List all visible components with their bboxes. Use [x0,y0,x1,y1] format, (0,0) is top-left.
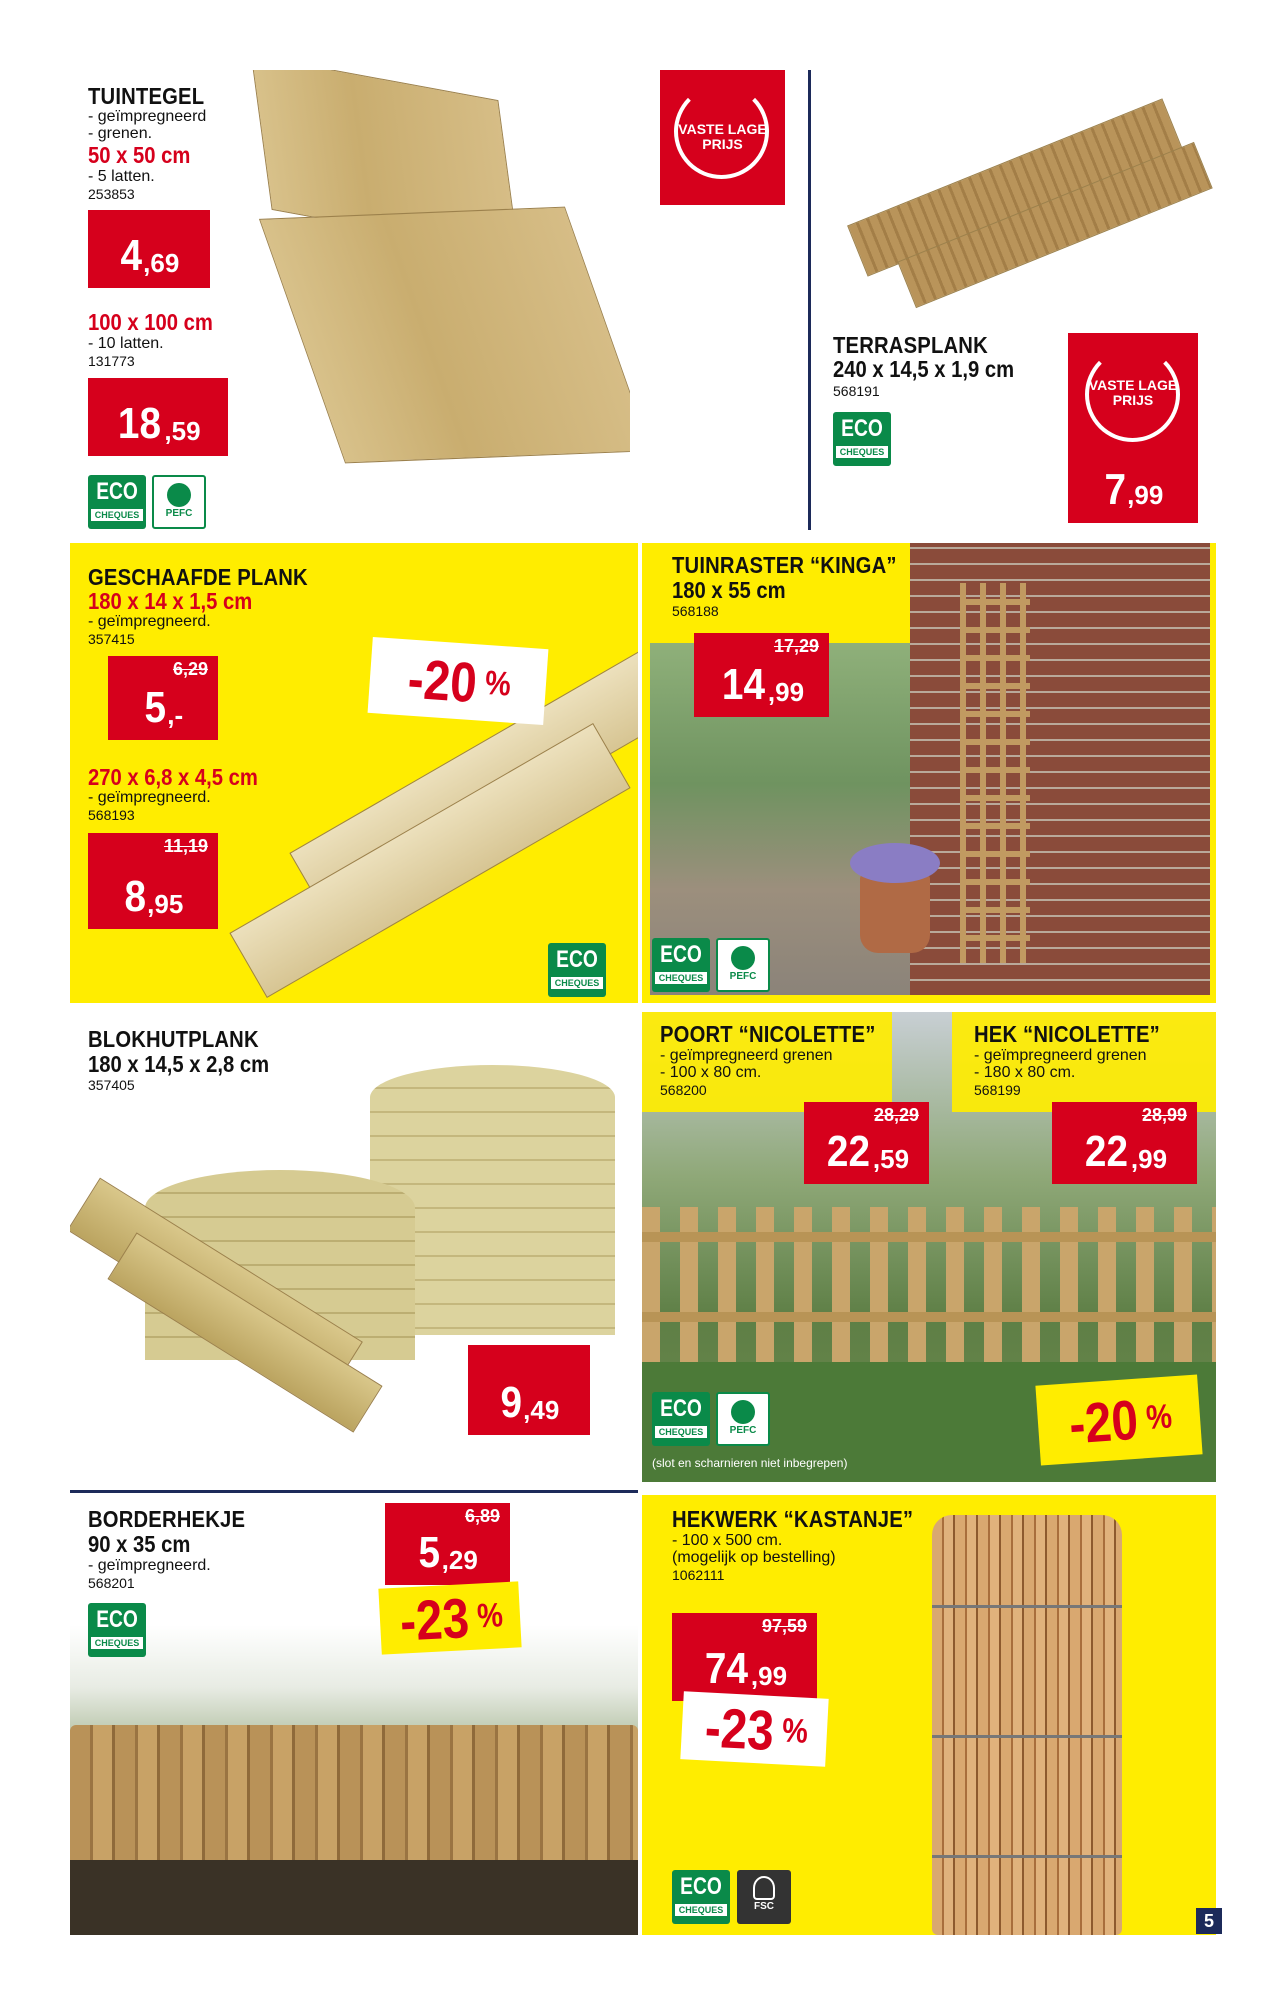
blokhut-price: 9 ,49 [468,1345,590,1435]
tuintegel-size-1: 50 x 50 cm [88,142,191,168]
eco-cheques-icon: ECO CHEQUES [652,938,710,992]
geschaafde-price-1: 6,29 5 ,- [108,656,218,740]
eco-cheques-icon: ECO CHEQUES [833,412,891,466]
tuintegel-title: TUINTEGEL [88,83,205,109]
pefc-icon: PEFC [716,938,770,992]
hekwerk-section [642,1495,1216,1935]
hek-article: 568199 [974,1082,1021,1098]
hek-line-1: - geïmpregneerd grenen [974,1047,1147,1064]
tuinraster-dims: 180 x 55 cm [672,577,786,603]
hekwerk-article: 1062111 [672,1567,725,1583]
fsc-icon: FSC [737,1870,791,1924]
geschaafde-section [70,543,638,1003]
vaste-lage-prijs-badge: VASTE LAGE PRIJS [660,70,785,205]
blokhut-section [70,1015,638,1485]
borderhekje-dims: 90 x 35 cm [88,1531,191,1557]
tuintegel-photo [230,70,630,540]
hek-title: HEK “NICOLETTE” [974,1021,1160,1047]
tuinraster-section [642,543,1216,1003]
poort-title: POORT “NICOLETTE” [660,1021,876,1047]
hekwerk-discount-badge: -23 % [680,1691,828,1766]
nicolette-section [642,1012,1216,1482]
hekwerk-line-2: (mogelijk op bestelling) [672,1549,836,1566]
poort-price: 28,29 22 ,59 [804,1102,929,1184]
tuintegel-line-1: - geïmpregneerd [88,108,207,125]
eco-cheques-icon: ECO CHEQUES [652,1392,710,1446]
tuintegel-section [70,70,630,540]
blokhut-title: BLOKHUTPLANK [88,1026,259,1052]
blokhut-article: 357405 [88,1077,135,1093]
borderhekje-section [70,1495,638,1935]
geschaafde-article-2: 568193 [88,807,135,823]
eco-cheques-icon: ECO CHEQUES [548,943,606,997]
terrasplank-title: TERRASPLANK [833,332,988,358]
terrasplank-dims: 240 x 14,5 x 1,9 cm [833,356,1015,382]
vertical-divider [808,70,811,530]
tuinraster-price: 17,29 14 ,99 [694,633,829,717]
borderhekje-price: 6,89 5 ,29 [385,1503,510,1585]
borderhekje-discount-badge: -23 % [378,1581,521,1654]
tuinraster-title: TUINRASTER “KINGA” [672,552,897,578]
hekwerk-title: HEKWERK “KASTANJE” [672,1506,914,1532]
horizontal-divider [70,1490,638,1493]
tuinraster-article: 568188 [672,603,719,619]
hekwerk-line-1: - 100 x 500 cm. [672,1532,783,1549]
geschaafde-sub-1: - geïmpregneerd. [88,613,211,630]
tuintegel-size-2: 100 x 100 cm [88,309,213,335]
borderhekje-article: 568201 [88,1575,135,1591]
eco-cheques-icon: ECO CHEQUES [88,1603,146,1657]
pefc-icon: PEFC [716,1392,770,1446]
hekwerk-price: 97,59 74 ,99 [672,1613,817,1701]
eco-cheques-icon: ECO CHEQUES [88,475,146,529]
borderhekje-sub: - geïmpregneerd. [88,1557,211,1574]
eco-cheques-icon: ECO CHEQUES [672,1870,730,1924]
geschaafde-size-2: 270 x 6,8 x 4,5 cm [88,764,258,790]
poort-note: (slot en scharnieren niet inbegrepen) [652,1456,848,1470]
geschaafde-discount-badge: -20 % [368,637,549,725]
poort-article: 568200 [660,1082,707,1098]
borderhekje-title: BORDERHEKJE [88,1506,246,1532]
geschaafde-sub-2: - geïmpregneerd. [88,789,211,806]
geschaafde-article-1: 357415 [88,631,135,647]
terrasplank-price: VASTE LAGE PRIJS 7,99 [1068,333,1198,523]
blokhut-dims: 180 x 14,5 x 2,8 cm [88,1051,270,1077]
terrasplank-article: 568191 [833,383,880,399]
poort-line-2: - 100 x 80 cm. [660,1064,762,1081]
geschaafde-title: GESCHAAFDE PLANK [88,564,308,590]
tuintegel-line-2: - grenen. [88,125,153,142]
hek-discount-badge: -20 % [1035,1374,1202,1465]
geschaafde-price-2: 11,19 8 ,95 [88,833,218,929]
hek-line-2: - 180 x 80 cm. [974,1064,1076,1081]
tuintegel-price-1: 4 ,69 [88,210,210,288]
page-number: 5 [1196,1908,1222,1934]
tuintegel-latten-1: - 5 latten. [88,168,155,185]
hek-price: 28,99 22 ,99 [1052,1102,1197,1184]
pefc-icon: PEFC [152,475,206,529]
geschaafde-size-1: 180 x 14 x 1,5 cm [88,588,253,614]
borderhekje-photo [70,1625,638,1935]
tuintegel-article-1: 253853 [88,186,135,202]
hekwerk-photo [932,1515,1122,1935]
terrasplank-photo [815,70,1215,310]
tuintegel-latten-2: - 10 latten. [88,335,164,352]
tuintegel-price-2: 18 ,59 [88,378,228,456]
tuintegel-article-2: 131773 [88,353,135,369]
poort-line-1: - geïmpregneerd grenen [660,1047,833,1064]
